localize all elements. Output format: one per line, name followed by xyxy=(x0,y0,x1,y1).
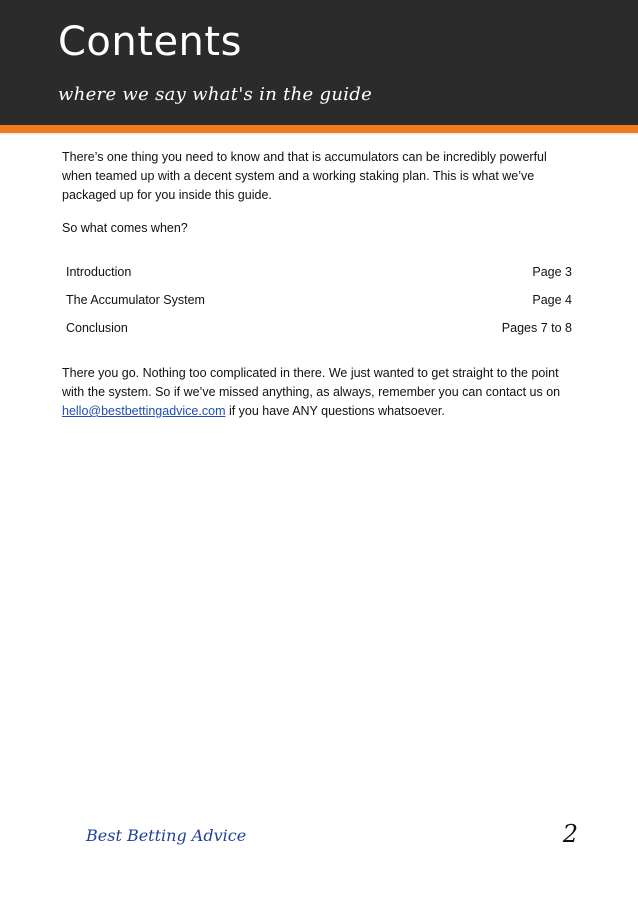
content-body xyxy=(62,148,574,421)
toc-page: Page 4 xyxy=(532,292,572,307)
page-subtitle: where we say what's in the guide xyxy=(58,84,373,105)
email-link[interactable]: hello@bestbettingadvice.com xyxy=(62,404,226,418)
header-stripe-shadow xyxy=(0,133,638,136)
toc-row-conclusion xyxy=(62,314,574,342)
table-of-contents xyxy=(62,258,574,342)
footer-page-number: 2 xyxy=(562,820,578,848)
toc-title: The Accumulator System xyxy=(66,292,205,307)
toc-title: Conclusion xyxy=(66,320,128,335)
toc-row-accumulator-system xyxy=(62,286,574,314)
header-banner xyxy=(0,0,638,125)
outro-paragraph xyxy=(62,364,574,421)
toc-title: Introduction xyxy=(66,264,132,279)
toc-page: Page 3 xyxy=(532,264,572,279)
header-accent-stripe xyxy=(0,125,638,133)
intro-paragraph: There’s one thing you need to know and that is accumulators can be incredibly powerful when teamed up with a decent system and a working staking plan. This is what we’ve packaged up for you inside this guide. xyxy=(62,150,547,202)
outro-text-after: if you have ANY questions whatsoever. xyxy=(225,404,445,418)
outro-text-before: There you go. Nothing too complicated in there. We just wanted to get straight to the point with the system. So if we’ve missed anything, as always, remember you can contact us on xyxy=(62,366,561,399)
toc-row-introduction xyxy=(62,258,574,286)
toc-page: Pages 7 to 8 xyxy=(501,320,572,335)
footer-brand: Best Betting Advice xyxy=(86,826,247,845)
page-title: Contents xyxy=(58,19,242,65)
toc-heading: So what comes when? xyxy=(62,221,188,235)
